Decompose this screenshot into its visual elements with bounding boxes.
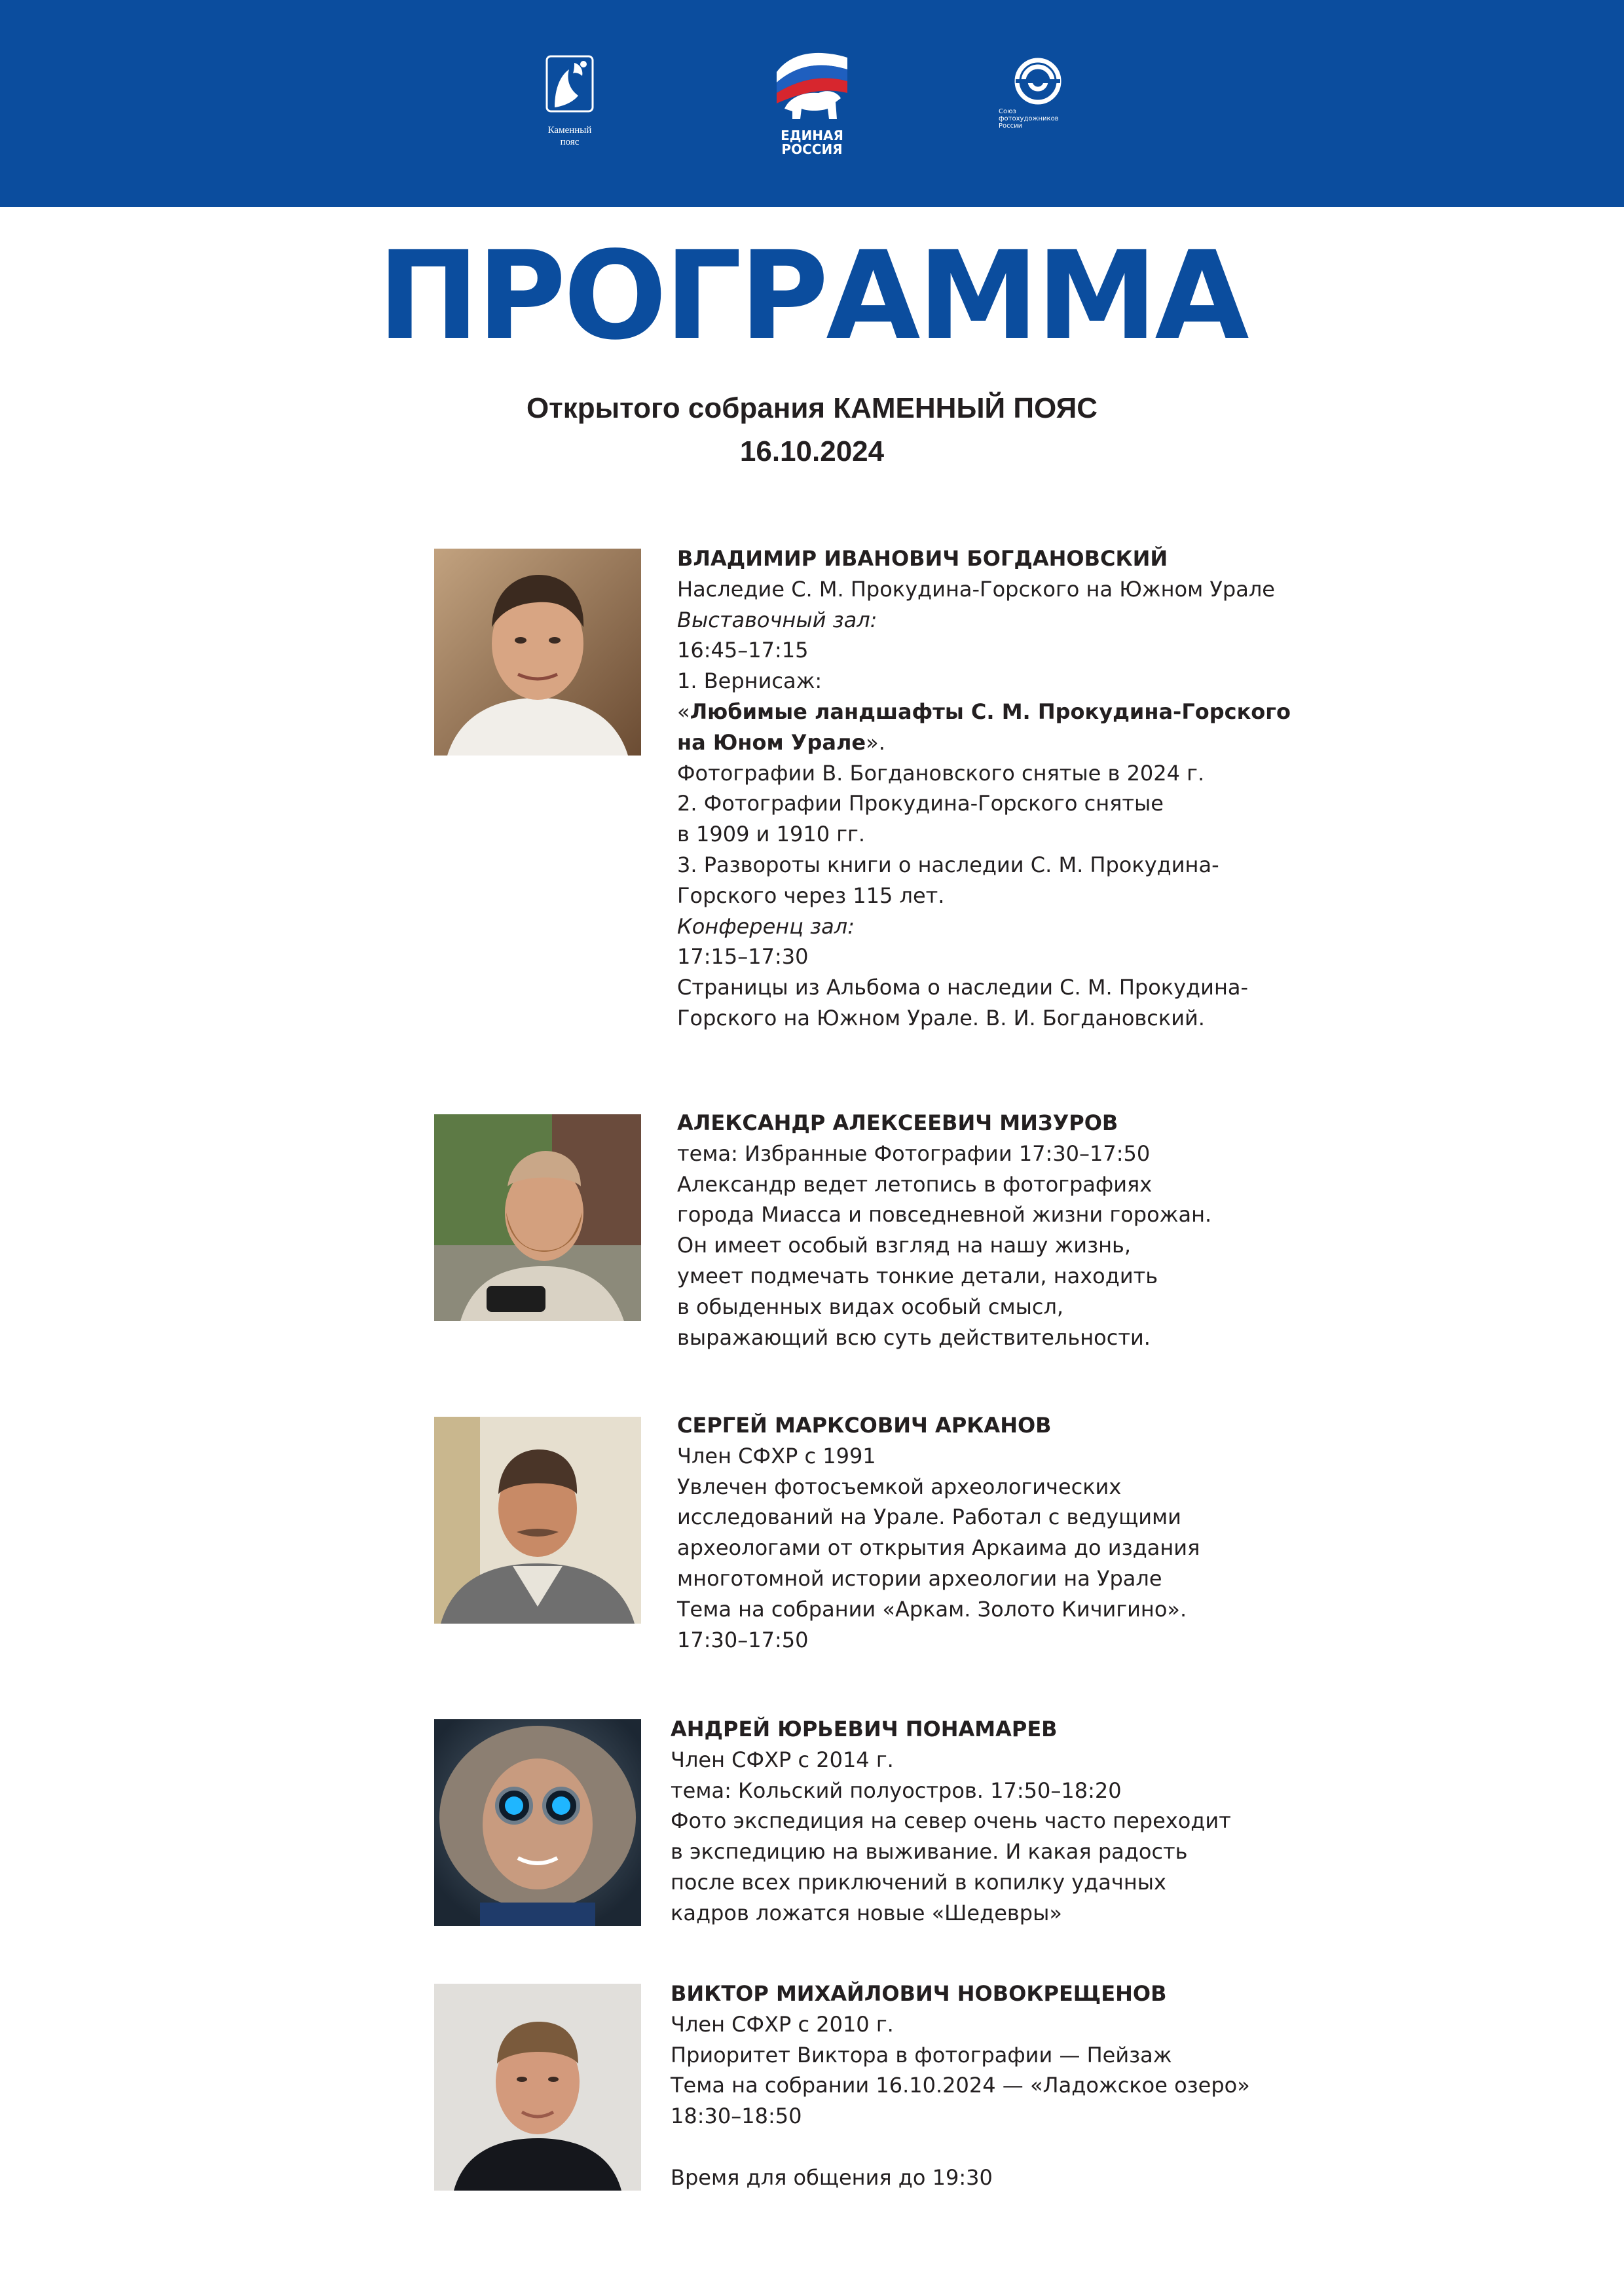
venue-label: Конференц зал: (677, 913, 855, 939)
kamenny-poyas-emblem-icon (540, 50, 599, 122)
page-subtitle: Открытого собрания КАМЕННЫЙ ПОЯС (526, 392, 1098, 424)
speaker-name: ВЛАДИМИР ИВАНОВИЧ БОГДАНОВСКИЙ (677, 546, 1168, 571)
exhibition-title: на Юном Урале (677, 729, 866, 755)
entry-line: Тема на собрании «Аркам. Золото Кичигино». (677, 1596, 1187, 1622)
entry-line: тема: Кольский полуостров. 17:50–18:20 (671, 1777, 1122, 1803)
entry-line: исследований на Урале. Работал с ведущими (677, 1504, 1181, 1530)
entry-line: Фотографии В. Богдановского снятые в 2024 г. (677, 760, 1205, 786)
entry-line: Член СФХР с 1991 (677, 1443, 876, 1468)
edinaya-rossiya-logo (766, 46, 858, 157)
speaker-name: АНДРЕЙ ЮРЬЕВИЧ ПОНАМАРЕВ (671, 1717, 1058, 1741)
entry-line: Горского через 115 лет. (677, 883, 945, 908)
entry-line: 2. Фотографии Прокудина-Горского снятые (677, 791, 1164, 816)
portrait-mizurov (434, 1114, 641, 1321)
entry-line: в экспедицию на выживание. И какая радость (671, 1839, 1188, 1865)
spacer-line (671, 2132, 1338, 2162)
time-slot: 16:45–17:15 (677, 638, 809, 663)
logo-caption-line: Каменный (547, 125, 592, 136)
entry-line: Александр ведет летопись в фотографиях (677, 1171, 1153, 1197)
time-slot: 18:30–18:50 (671, 2104, 802, 2129)
entry-line: города Миасса и повседневной жизни горожан. (677, 1202, 1212, 1228)
exhibition-title: Любимые ландшафты С. М. Прокудина-Горского (690, 699, 1291, 724)
entry-line: в обыденных видах особый смысл, (677, 1294, 1064, 1319)
entry-line: Увлечен фотосъемкой археологических (677, 1474, 1122, 1499)
time-slot: 17:15–17:30 (677, 944, 809, 970)
time-slot: 17:30–17:50 (677, 1627, 809, 1652)
entry-line: Фото экспедиция на север очень часто переходит (671, 1808, 1231, 1834)
logo-caption-line: России (999, 122, 1023, 130)
entry-line: после всех приключений в копилку удачных (671, 1869, 1166, 1895)
event-date: 16.10.2024 (739, 435, 885, 467)
page-title: ПРОГРАММА (377, 225, 1247, 367)
entry-line: 3. Развороты книги о наследии С. М. Прокудина- (677, 852, 1219, 877)
entry-line: Горского на Южном Урале. В. И. Богдановский. (677, 1005, 1205, 1030)
entry-line: Член СФХР с 2010 г. (671, 2011, 894, 2037)
logo-caption-line: фотохудожников (999, 115, 1059, 122)
entry-line: кадров ложатся новые «Шедевры» (671, 1900, 1062, 1925)
entry-bogdanovsky (677, 543, 1345, 1034)
bear-flag-icon (771, 46, 853, 124)
logo-caption-line: ЕДИНАЯ (781, 128, 843, 143)
venue-label: Выставочный зал: (677, 607, 877, 632)
kamenny-poyas-logo (517, 50, 622, 155)
entry-line: выражающий всю суть действительности. (677, 1324, 1151, 1350)
soyuz-fotohudozhnikov-logo (992, 58, 1084, 136)
portrait-ponamarev (434, 1719, 641, 1926)
entry-line: археологами от открытия Аркаима до издания (677, 1535, 1200, 1561)
quote-mark: « (677, 699, 690, 724)
entry-line: Член СФХР с 2014 г. (671, 1747, 894, 1772)
speaker-name: ВИКТОР МИХАЙЛОВИЧ НОВОКРЕЩЕНОВ (671, 1981, 1167, 2006)
entry-line: Приоритет Виктора в фотографии — Пейзаж (671, 2042, 1172, 2068)
entry-line: умеет подмечать тонкие детали, находить (677, 1263, 1158, 1288)
closing-note: Время для общения до 19:30 (671, 2164, 993, 2190)
entry-ponamarev (671, 1714, 1338, 1929)
entry-mizurov (677, 1108, 1345, 1353)
portrait-arkanov (434, 1417, 641, 1624)
portrait-novokreshchenov (434, 1984, 641, 2191)
aperture-rings-icon (999, 58, 1077, 105)
logo-caption-line: Союз (999, 108, 1016, 115)
entry-line: Наследие С. М. Прокудина-Горского на Южном Урале (677, 576, 1275, 602)
logo-caption-line: РОССИЯ (781, 141, 843, 157)
logo-caption-line: пояс (560, 137, 580, 147)
portrait-bogdanovsky (434, 549, 641, 756)
entry-line: 1. Вернисаж: (677, 668, 822, 694)
entry-line: Он имеет особый взгляд на нашу жизнь, (677, 1233, 1132, 1258)
quote-mark: ». (866, 729, 885, 755)
speaker-name: АЛЕКСАНДР АЛЕКСЕЕВИЧ МИЗУРОВ (677, 1110, 1118, 1135)
entry-line: тема: Избранные Фотографии 17:30–17:50 (677, 1140, 1151, 1166)
speaker-name: СЕРГЕЙ МАРКСОВИЧ АРКАНОВ (677, 1413, 1052, 1438)
entry-line: Тема на собрании 16.10.2024 — «Ладожское озеро» (671, 2073, 1250, 2098)
header-banner (0, 0, 1624, 207)
entry-novokreshchenov (671, 1978, 1338, 2193)
entry-line: многотомной истории археологии на Урале (677, 1565, 1162, 1591)
entry-line: Страницы из Альбома о наследии С. М. Прокудина- (677, 975, 1249, 1000)
entry-line: в 1909 и 1910 гг. (677, 822, 866, 847)
entry-arkanov (677, 1410, 1345, 1655)
